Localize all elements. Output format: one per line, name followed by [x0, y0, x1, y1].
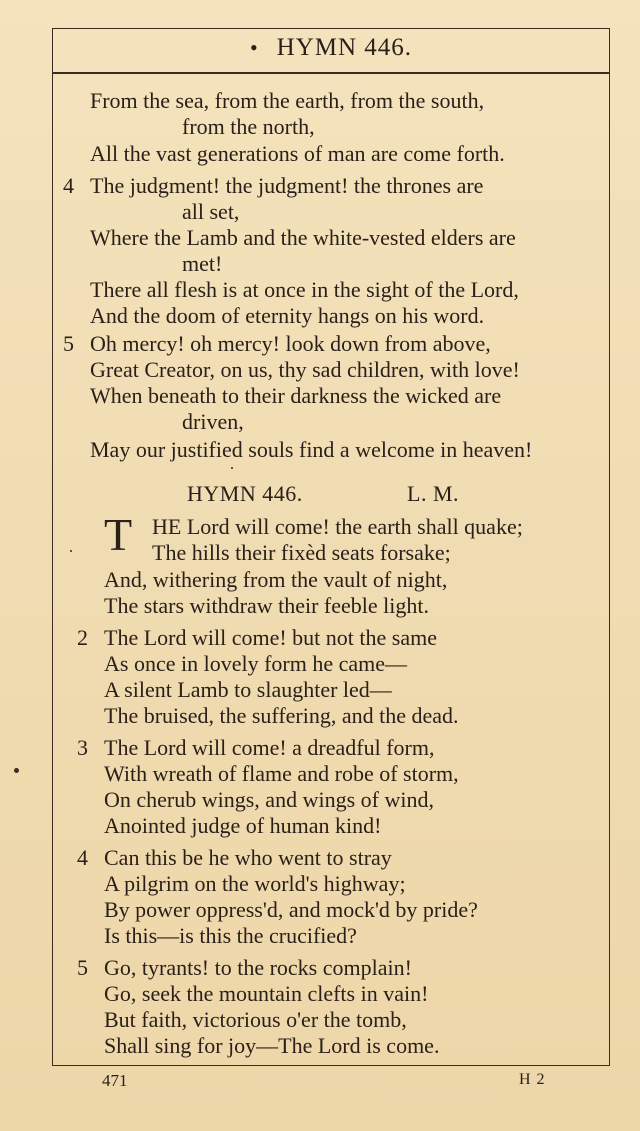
verse-line: The hills their fixèd seats forsake; — [152, 540, 451, 565]
verse-line: There all flesh is at once in the sight of the Lord, — [90, 277, 519, 302]
verse-line: The bruised, the suffering, and the dead. — [104, 703, 459, 728]
bottom-rule — [52, 1065, 610, 1066]
stanza-number: 5 — [63, 331, 74, 356]
hymn-title: HYMN 446. — [187, 481, 303, 506]
verse-line: A pilgrim on the world's highway; — [104, 871, 406, 896]
drop-cap: T — [104, 509, 133, 560]
verse-line: all set, — [182, 199, 240, 224]
verse-line: From the sea, from the earth, from the south, — [90, 88, 485, 113]
stanza-number: 4 — [77, 845, 88, 870]
verse-line: driven, — [182, 409, 244, 434]
stanza-number: 2 — [77, 625, 88, 650]
ink-speck — [14, 768, 19, 773]
page-number: 471 — [102, 1071, 128, 1090]
verse-line: from the north, — [182, 114, 315, 139]
verse-line: Anointed judge of human kind! — [104, 813, 382, 838]
verse-line: A silent Lamb to slaughter led— — [104, 677, 392, 702]
verse-line: On cherub wings, and wings of wind, — [104, 787, 434, 812]
verse-line: Go, tyrants! to the rocks complain! — [104, 955, 412, 980]
verse-line: Oh mercy! oh mercy! look down from above, — [90, 331, 491, 356]
verse-line: The stars withdraw their feeble light. — [104, 593, 430, 618]
signature-mark: H 2 — [519, 1071, 546, 1088]
verse-line: Go, seek the mountain clefts in vain! — [104, 981, 429, 1006]
verse-line: Is this—is this the crucified? — [104, 923, 357, 948]
verse-line: But faith, victorious o'er the tomb, — [104, 1007, 407, 1032]
verse-line: May our justified souls find a welcome in heaven! — [90, 437, 533, 462]
left-rule — [52, 28, 53, 1066]
ink-speck — [231, 467, 233, 469]
verse-line: The judgment! the judgment! the thrones are — [90, 173, 484, 198]
verse-line: met! — [182, 251, 223, 276]
stanza-number: 3 — [77, 735, 88, 760]
stanza-number: 5 — [77, 955, 88, 980]
stanza-number: 4 — [63, 173, 74, 198]
verse-line: Where the Lamb and the white-vested elders are — [90, 225, 516, 250]
verse-line: The Lord will come! but not the same — [104, 625, 437, 650]
running-head-title: HYMN 446. — [276, 34, 413, 61]
verse-line: The Lord will come! a dreadful form, — [104, 735, 435, 760]
verse-line: Can this be he who went to stray — [104, 845, 392, 870]
verse-line: Shall sing for joy—The Lord is come. — [104, 1033, 440, 1058]
verse-line: As once in lovely form he came— — [104, 651, 408, 676]
hymn-meter: L. M. — [407, 481, 459, 506]
verse-line: And, withering from the vault of night, — [104, 567, 448, 592]
bullet-icon: • — [249, 35, 259, 60]
right-rule — [609, 28, 610, 1066]
verse-line: When beneath to their darkness the wicked are — [90, 383, 502, 408]
header-rule — [52, 72, 610, 74]
ink-speck — [70, 550, 72, 552]
running-head — [52, 34, 610, 62]
verse-line: Great Creator, on us, thy sad children, with love! — [90, 357, 520, 382]
top-rule — [52, 28, 610, 29]
verse-line: And the doom of eternity hangs on his word. — [90, 303, 485, 328]
verse-line: With wreath of flame and robe of storm, — [104, 761, 459, 786]
verse-line: By power oppress'd, and mock'd by pride? — [104, 897, 478, 922]
verse-line: All the vast generations of man are come forth. — [90, 141, 505, 166]
verse-line: HE Lord will come! the earth shall quake; — [152, 514, 523, 539]
